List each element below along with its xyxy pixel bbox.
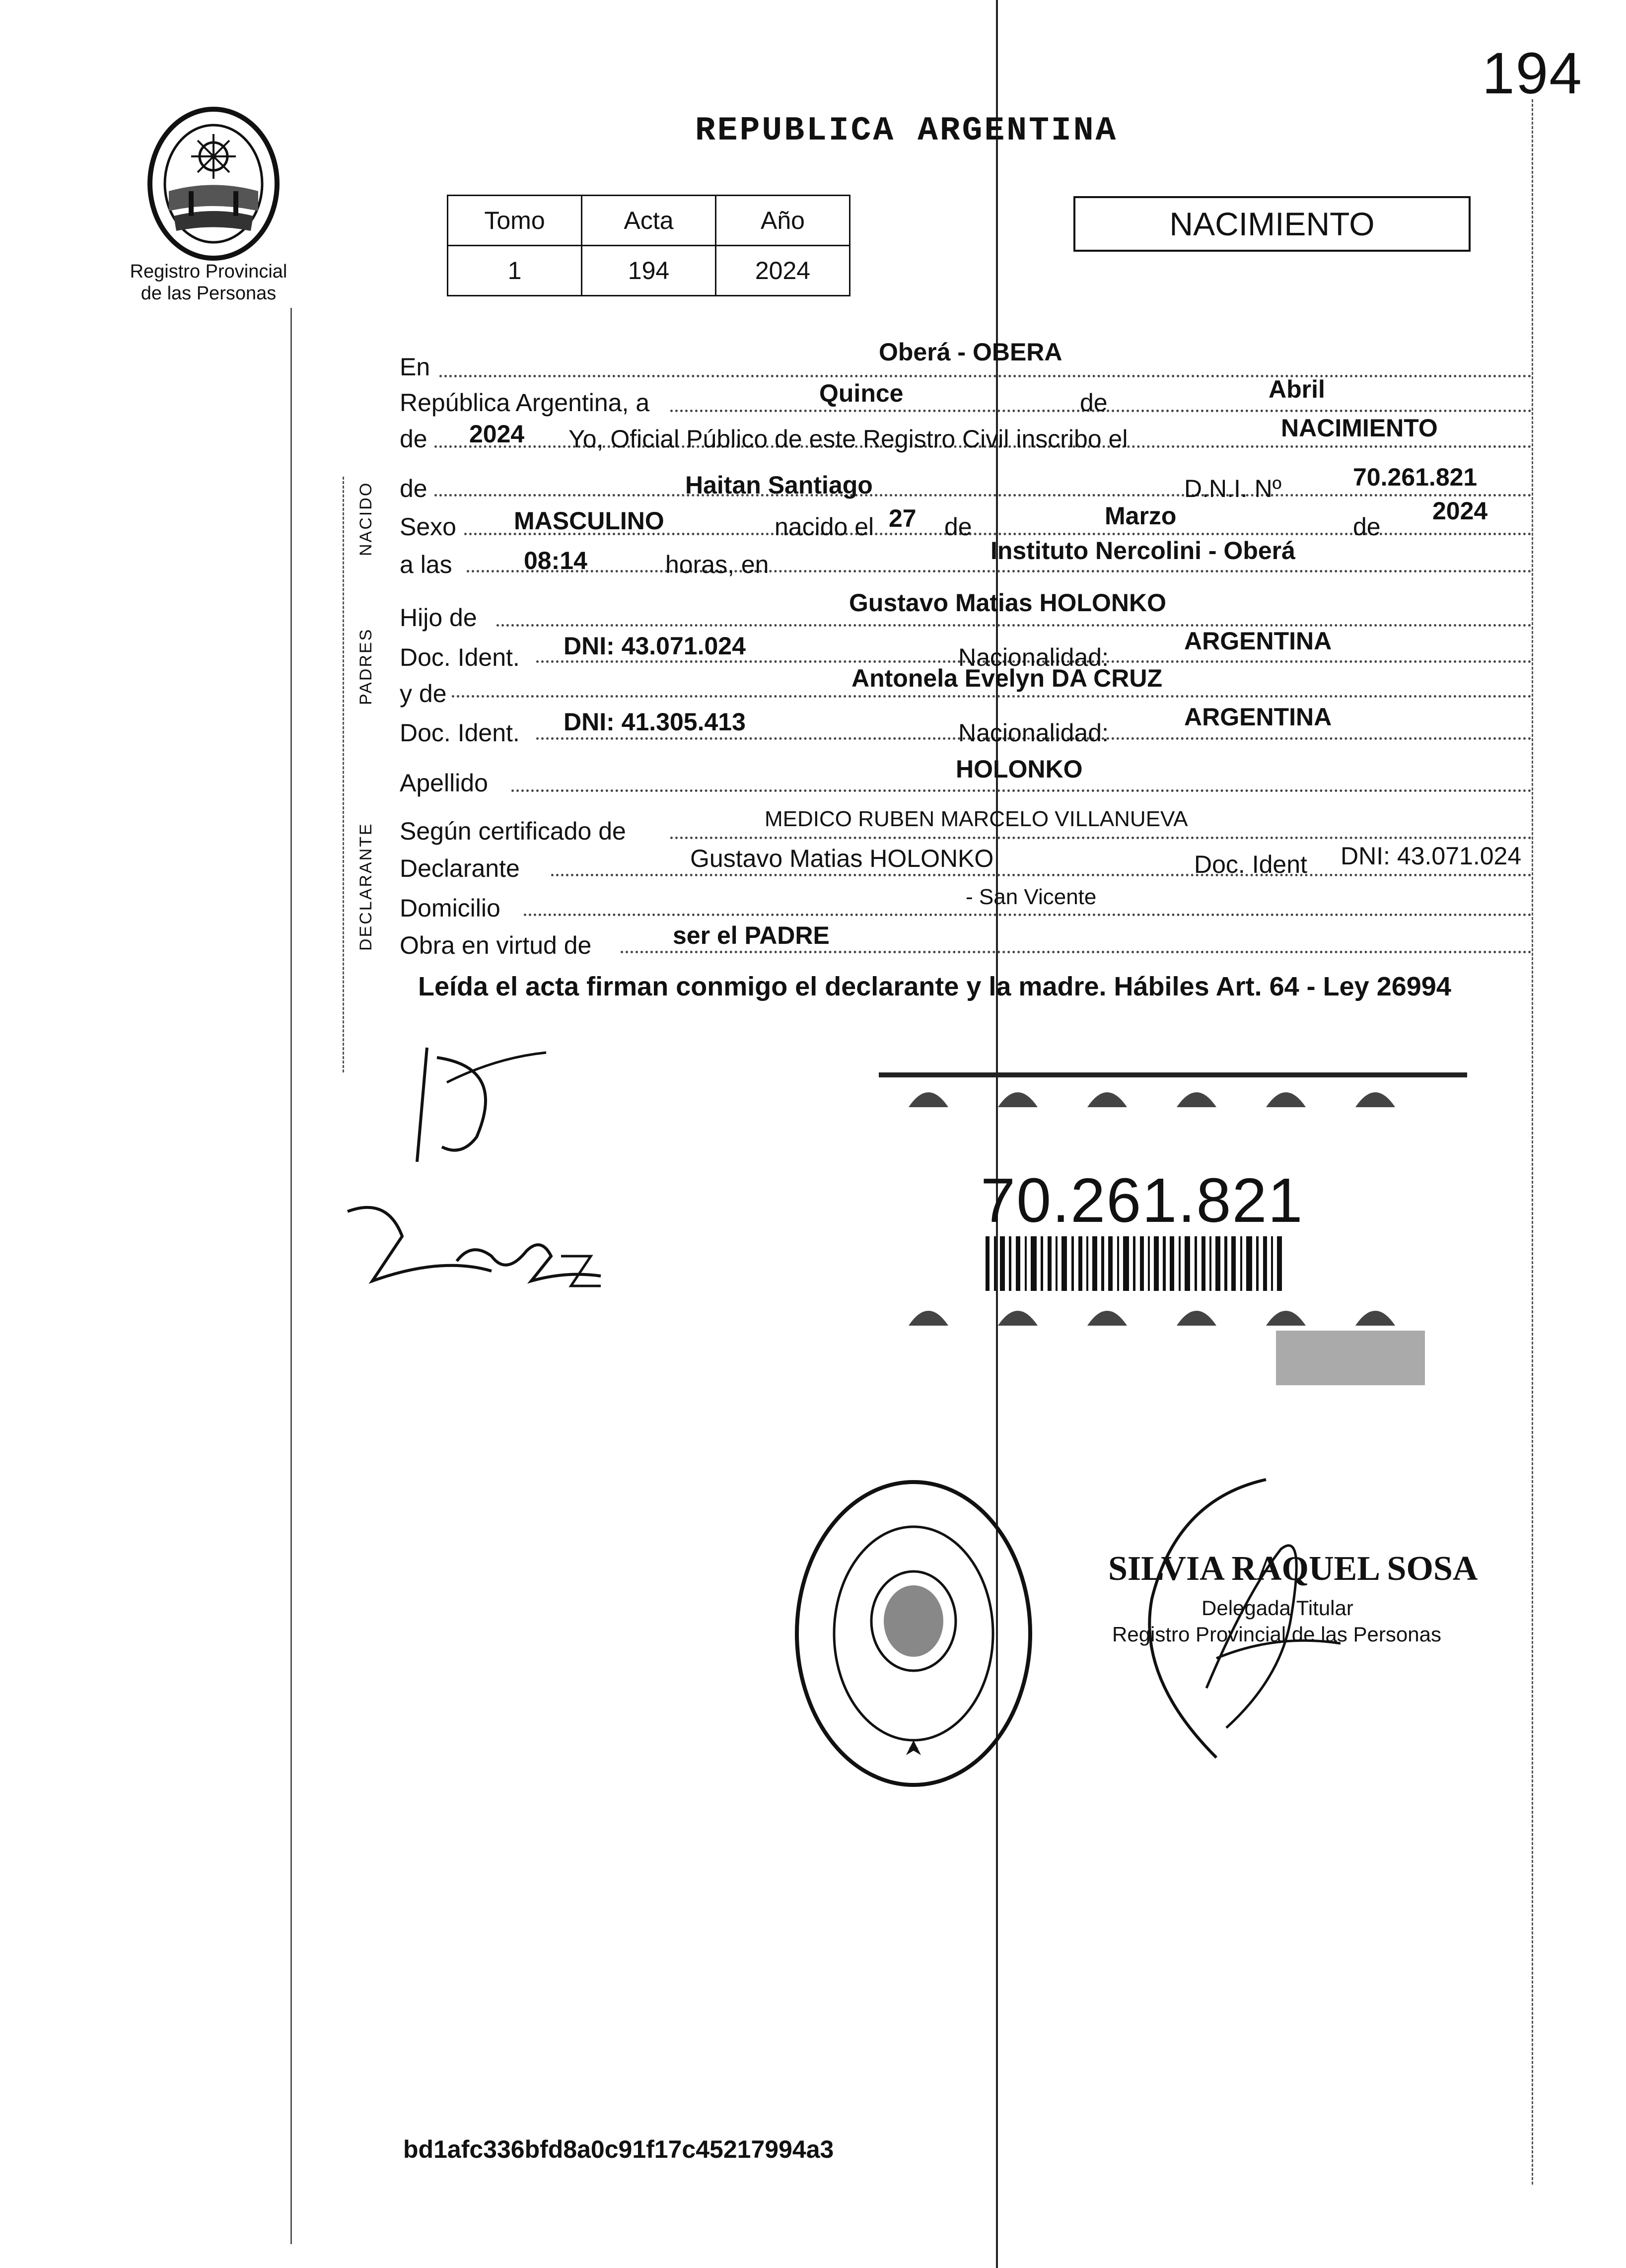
tomo-value: 1 bbox=[448, 246, 582, 296]
value-anio-inscripcion: 2024 bbox=[469, 420, 525, 448]
record-type-box: NACIMIENTO bbox=[1073, 196, 1471, 252]
value-domicilio: - San Vicente bbox=[966, 885, 1097, 909]
value-dni-nacido: 70.261.821 bbox=[1353, 463, 1478, 491]
label-domicilio: Domicilio bbox=[400, 894, 500, 922]
registry-seal bbox=[792, 1477, 1035, 1790]
value-lugar: Oberá - OBERA bbox=[879, 338, 1062, 366]
value-nacionalidad-madre: ARGENTINA bbox=[1184, 703, 1332, 731]
label-de-mes: de bbox=[1080, 389, 1108, 417]
leader-hora bbox=[467, 570, 1532, 572]
sticker-number: 70.261.821 bbox=[981, 1165, 1304, 1235]
label-a-las: a las bbox=[400, 551, 452, 578]
value-lugar-nacimiento: Instituto Nercolini - Oberá bbox=[990, 537, 1295, 565]
label-y-de: y de bbox=[400, 680, 447, 708]
value-nacionalidad-padre: ARGENTINA bbox=[1184, 627, 1332, 655]
value-sexo: MASCULINO bbox=[514, 507, 664, 535]
left-margin-line bbox=[290, 308, 292, 2244]
official-name: SILVIA RAQUEL SOSA bbox=[1108, 1550, 1478, 1588]
leader-madre bbox=[452, 695, 1532, 698]
leader-padre bbox=[496, 624, 1532, 627]
value-hora-nacimiento: 08:14 bbox=[524, 547, 587, 574]
value-doc-declarante: DNI: 43.071.024 bbox=[1341, 842, 1522, 870]
leader-apellido bbox=[511, 789, 1532, 792]
value-mes-nacimiento: Marzo bbox=[1105, 502, 1177, 530]
label-doc-padre: Doc. Ident. bbox=[400, 643, 520, 671]
leader-declarante bbox=[551, 874, 1532, 876]
value-dni-madre: DNI: 41.305.413 bbox=[564, 708, 746, 736]
label-horas-en: horas, en bbox=[665, 551, 769, 578]
label-declarante: Declarante bbox=[400, 854, 520, 882]
official-role: Delegada Titular bbox=[1202, 1596, 1353, 1620]
acta-header: Acta bbox=[582, 196, 716, 246]
value-mes-inscripcion: Abril bbox=[1269, 375, 1325, 403]
label-obra-en-virtud: Obra en virtud de bbox=[400, 931, 592, 959]
ano-value: 2024 bbox=[716, 246, 850, 296]
label-republica: República Argentina, a bbox=[400, 389, 650, 417]
section-label-declarante: DECLARANTE bbox=[356, 822, 375, 951]
value-dni-padre: DNI: 43.071.024 bbox=[564, 632, 746, 660]
value-apellido: HOLONKO bbox=[956, 755, 1083, 783]
logo-caption bbox=[117, 261, 300, 304]
registry-table bbox=[447, 195, 850, 296]
label-en: En bbox=[400, 353, 430, 381]
value-padre: Gustavo Matias HOLONKO bbox=[849, 589, 1166, 617]
father-signature bbox=[407, 1038, 556, 1167]
leader-obra bbox=[621, 951, 1532, 953]
label-sexo: Sexo bbox=[400, 513, 456, 541]
value-dia-inscripcion: Quince bbox=[819, 379, 904, 407]
value-dia-nacimiento: 27 bbox=[889, 504, 917, 532]
section-separator-line bbox=[343, 477, 344, 1072]
value-madre: Antonela Evelyn DA CRUZ bbox=[851, 664, 1163, 692]
label-de-nombre: de bbox=[400, 475, 427, 502]
label-de-anio: de bbox=[400, 425, 427, 453]
ano-header: Año bbox=[716, 196, 850, 246]
label-de-mes-nac: de bbox=[944, 513, 972, 541]
leader-nombre bbox=[434, 494, 1532, 496]
value-tipo-acto: NACIMIENTO bbox=[1281, 414, 1438, 442]
value-obra-en-virtud: ser el PADRE bbox=[673, 921, 830, 949]
tomo-header: Tomo bbox=[448, 196, 582, 246]
value-certificado: MEDICO RUBEN MARCELO VILLANUEVA bbox=[765, 807, 1188, 831]
label-nacionalidad-padre: Nacionalidad: bbox=[958, 643, 1109, 671]
value-anio-nacimiento: 2024 bbox=[1432, 497, 1488, 525]
right-margin-line bbox=[1532, 99, 1533, 2185]
leader-en bbox=[439, 375, 1532, 377]
document-title: REPUBLICA ARGENTINA bbox=[695, 112, 1118, 150]
section-label-nacido: NACIDO bbox=[356, 481, 375, 556]
leader-certificado bbox=[670, 837, 1532, 839]
acta-value: 194 bbox=[582, 246, 716, 296]
leader-domicilio bbox=[524, 914, 1532, 916]
document-hash: bd1afc336bfd8a0c91f17c45217994a3 bbox=[403, 2135, 834, 2163]
label-nacido-el: nacido el bbox=[775, 513, 874, 541]
label-hijo-de: Hijo de bbox=[400, 604, 477, 632]
label-doc-madre: Doc. Ident. bbox=[400, 719, 520, 747]
closing-note: Leída el acta firman conmigo el declarante y la madre. Hábiles Art. 64 - Ley 26994 bbox=[418, 972, 1451, 1001]
label-apellido: Apellido bbox=[400, 769, 488, 797]
section-label-padres: PADRES bbox=[356, 628, 375, 705]
label-doc-declarante: Doc. Ident bbox=[1194, 850, 1307, 878]
logo-caption-line-1: Registro Provincial bbox=[130, 261, 287, 282]
page-number: 194 bbox=[1482, 41, 1583, 106]
value-nombre-nacido: Haitan Santiago bbox=[685, 471, 873, 499]
official-office: Registro Provincial de las Personas bbox=[1112, 1623, 1441, 1646]
province-logo bbox=[139, 104, 288, 263]
label-inscribo: Yo, Oficial Público de este Registro Civil inscribo el bbox=[568, 425, 1128, 453]
logo-caption-line-2: de las Personas bbox=[141, 283, 277, 304]
mother-signature bbox=[343, 1202, 621, 1301]
label-dni: D.N.I. Nº bbox=[1184, 475, 1282, 502]
value-declarante: Gustavo Matias HOLONKO bbox=[690, 845, 994, 872]
label-certificado: Según certificado de bbox=[400, 817, 626, 845]
label-nacionalidad-madre: Nacionalidad: bbox=[958, 719, 1109, 747]
label-de-anio-nac: de bbox=[1353, 513, 1381, 541]
